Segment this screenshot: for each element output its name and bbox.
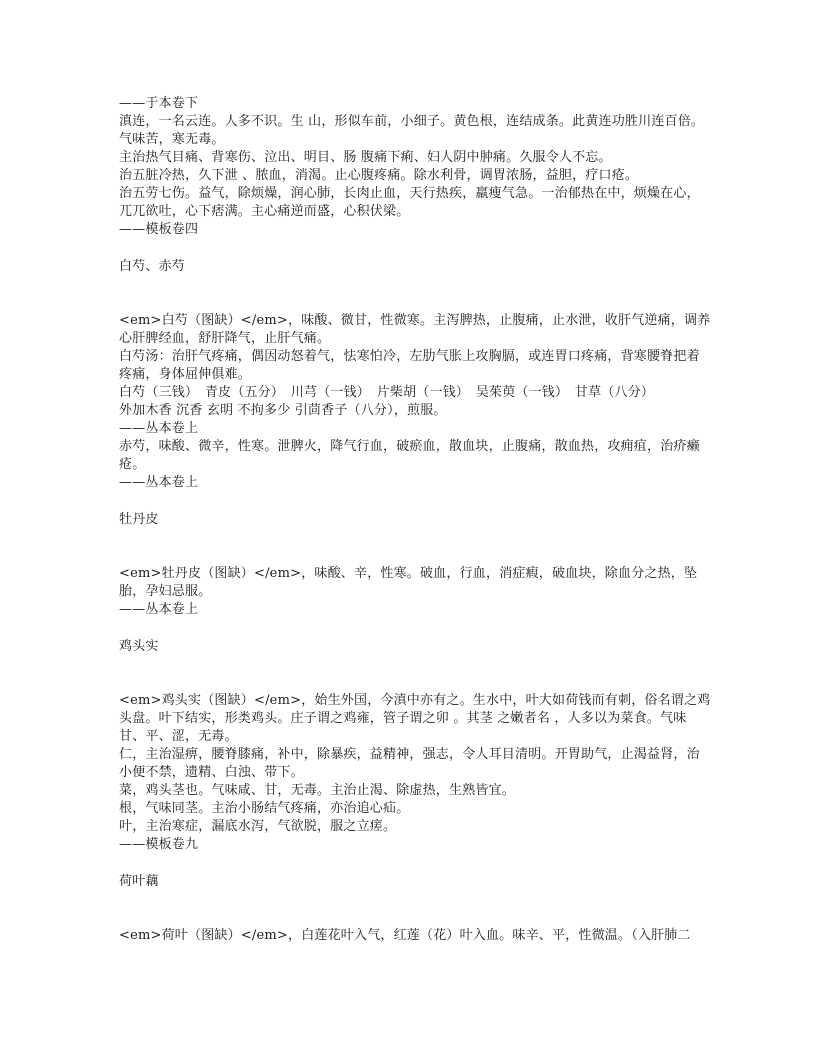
source-note: ——模板卷四	[119, 222, 199, 237]
paragraph: 治五劳七伤。益气，除烦燥，润心肺，长肉止血，天行热疾，羸瘦气急。一治郁热在中，烦燥在心，兀兀欲吐，心下痞满。主心痛逆而盛，心积伏梁。	[119, 186, 700, 219]
document-page	[119, 95, 711, 945]
paragraph: 叶，主治寒症，漏底水泻，气欲脱，服之立瘥。	[119, 819, 397, 834]
section-baishao-chishao	[119, 258, 711, 492]
recipe-ingredients: 白芍（三钱） 青皮（五分） 川芎（一钱） 片柴胡（一钱） 吴茱萸（一钱） 甘草（八分）	[119, 385, 655, 400]
section-title: 荷叶藕	[119, 874, 159, 889]
section-heyeou	[119, 873, 711, 945]
paragraph: 白芍汤：治肝气疼痛，偶因动怒着气，怯寒怕冷，左肋气胀上攻胸膈，或连胃口疼痛，背寒腰脊把着疼痛，身体屈伸俱难。	[119, 349, 700, 382]
section-title: 白芍、赤芍	[119, 259, 186, 274]
paragraph: <em>鸡头实（图缺）</em>，始生外国，今滇中亦有之。生水中，叶大如荷钱而有刺，俗名谓之鸡头盘。叶下结实，形类鸡头。庄子谓之鸡雍，管子谓之卯 。其茎 之嫩者名 ，人多以为菜食。气味甘、平、涩，无毒。	[119, 693, 711, 744]
section-jitoushi	[119, 638, 711, 854]
paragraph: 仁，主治湿痹，腰脊膝痛，补中，除暴疾，益精神，强志，令人耳目清明。开胃助气，止渴益肾，治小便不禁，遗精、白浊、带下。	[119, 747, 700, 780]
recipe-instructions: 外加木香 沉香 玄明 不拘多少 引茴香子（八分），煎服。	[119, 403, 447, 418]
spacer	[119, 529, 711, 565]
paragraph: 治五脏冷热，久下泄 、脓血，消渴。止心腹疼痛。除水利骨，调胃浓肠，益胆，疗口疮。	[119, 168, 639, 183]
section-intro	[119, 95, 711, 239]
paragraph: <em>牡丹皮（图缺）</em>，味酸、辛，性寒。破血，行血，消症瘕，破血块，除血分之热，坠胎，孕妇忌服。	[119, 566, 698, 599]
source-note: ——模板卷九	[119, 837, 199, 852]
paragraph: 滇连，一名云连。人多不识。生 山，形似车前，小细子。黄色根，连结成条。此黄连功胜川连百倍。气味苦，寒无毒。	[119, 114, 705, 147]
source-note: ——丛本卷上	[119, 475, 199, 490]
paragraph: 根，气味同茎。主治小肠结气疼痛，亦治追心疝。	[119, 801, 410, 816]
paragraph: 主治热气目痛、背寒伤、泣出、明目、肠 腹痛下痢、妇人阴中肿痛。久服令人不忘。	[119, 150, 612, 165]
source-note: ——丛本卷上	[119, 602, 199, 617]
spacer	[119, 276, 711, 312]
source-note: ——丛本卷上	[119, 421, 199, 436]
section-title: 鸡头实	[119, 639, 159, 654]
spacer	[119, 891, 711, 927]
paragraph: <em>荷叶（图缺）</em>，白莲花叶入气，红莲（花）叶入血。味辛、平，性微温。（入肝肺二	[119, 928, 691, 943]
section-title: 牡丹皮	[119, 512, 159, 527]
paragraph: 赤芍，味酸、微辛，性寒。泄脾火，降气行血，破瘀血，散血块，止腹痛，散血热，攻痈疽，治疥癞疮。	[119, 439, 700, 472]
section-mudanpi	[119, 511, 711, 619]
paragraph: 菜，鸡头茎也。气味咸、甘，无毒。主治止渴、除虚热，生熟皆宜。	[119, 783, 516, 798]
spacer	[119, 656, 711, 692]
source-note: ——于本卷下	[119, 96, 199, 111]
paragraph: <em>白芍（图缺）</em>，味酸、微甘，性微寒。主泻脾热，止腹痛，止水泄，收肝气逆痛，调养心肝脾经血，舒肝降气，止肝气痛。	[119, 313, 711, 346]
